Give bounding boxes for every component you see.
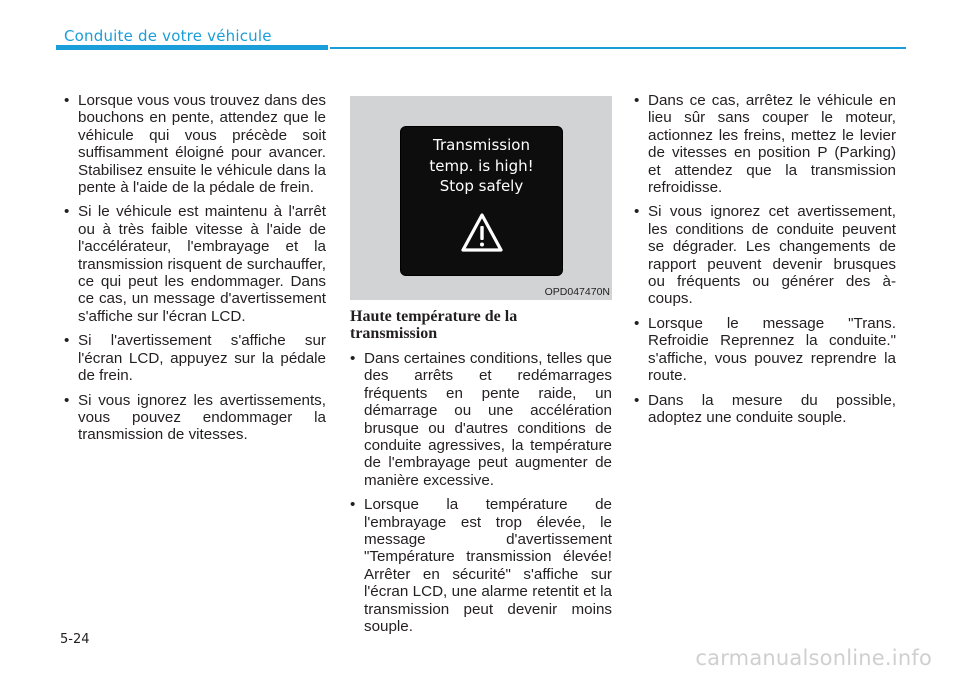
section-title: Conduite de votre véhicule: [64, 27, 272, 45]
warning-triangle-icon: [459, 211, 505, 255]
bullet-list: [350, 350, 612, 636]
header-rule-thin: [330, 47, 906, 49]
column-1: [64, 92, 326, 451]
column-2: [350, 308, 612, 643]
list-item: • Lorsque le message "Trans. Refroidie Reprennez la conduite." s'affiche, vous pouvez reprendre la route.: [634, 315, 896, 385]
section-heading: Haute température de la transmission: [350, 308, 518, 342]
list-item: • Dans la mesure du possible, adoptez une conduite souple.: [634, 392, 896, 427]
bullet-list: [634, 92, 896, 426]
lcd-line: Stop safely: [439, 177, 524, 195]
list-item: • Lorsque vous vous trouvez dans des bouchons en pente, attendez que le véhicule qui vous précède soit suffisamment éloigné pour avancer. Stabilisez ensuite le véhicule dans la pente à l'aide de la pédale de frein.: [64, 92, 326, 196]
lcd-line: temp. is high!: [429, 156, 534, 175]
figure-code: OPD047470N: [544, 286, 610, 298]
list-item: • Si le véhicule est maintenu à l'arrêt ou à très faible vitesse à l'aide de l'accélérateur, l'embrayage et la transmission risquent de surchauffer, ce qui peut les endommager. Dans ce cas, un message d'avertissement s'affiche sur l'écran LCD.: [64, 203, 326, 325]
lcd-screen: [400, 126, 563, 276]
list-item: • Si l'avertissement s'affiche sur l'écran LCD, appuyez sur la pédale de frein.: [64, 332, 326, 384]
list-item: • Dans ce cas, arrêtez le véhicule en lieu sûr sans couper le moteur, actionnez les freins, mettez le levier de vitesses en position P (Parking) et attendez que la transmission refroidisse.: [634, 92, 896, 196]
lcd-message: [401, 135, 562, 197]
lcd-line: Transmission: [433, 136, 530, 154]
list-item: • Si vous ignorez cet avertissement, les conditions de conduite peuvent se dégrader. Les changements de rapport peuvent devenir brusques ou fréquents ou générer des à-coups.: [634, 203, 896, 307]
page-number: 5-24: [60, 632, 90, 647]
header-rule-thick: [56, 45, 328, 50]
watermark-text: carmanualsonline.info: [695, 646, 932, 670]
list-item: • Dans certaines conditions, telles que des arrêts et redémarrages fréquents en pente raide, un démarrage ou une accélération brusque ou d'autres conditions de conduite agressives, la température de l'embrayage peut augmenter de manière excessive.: [350, 350, 612, 489]
list-item: • Si vous ignorez les avertissements, vous pouvez endommager la transmission de vitesses.: [64, 392, 326, 444]
column-3: [634, 92, 896, 433]
bullet-list: [64, 92, 326, 444]
dashboard-figure: [350, 96, 612, 300]
list-item: • Lorsque la température de l'embrayage est trop élevée, le message d'avertissement "Température transmission élevée! Arrêter en sécurité" s'affiche sur l'écran LCD, une alarme retentit et la transmission peut devenir moins souple.: [350, 496, 612, 635]
